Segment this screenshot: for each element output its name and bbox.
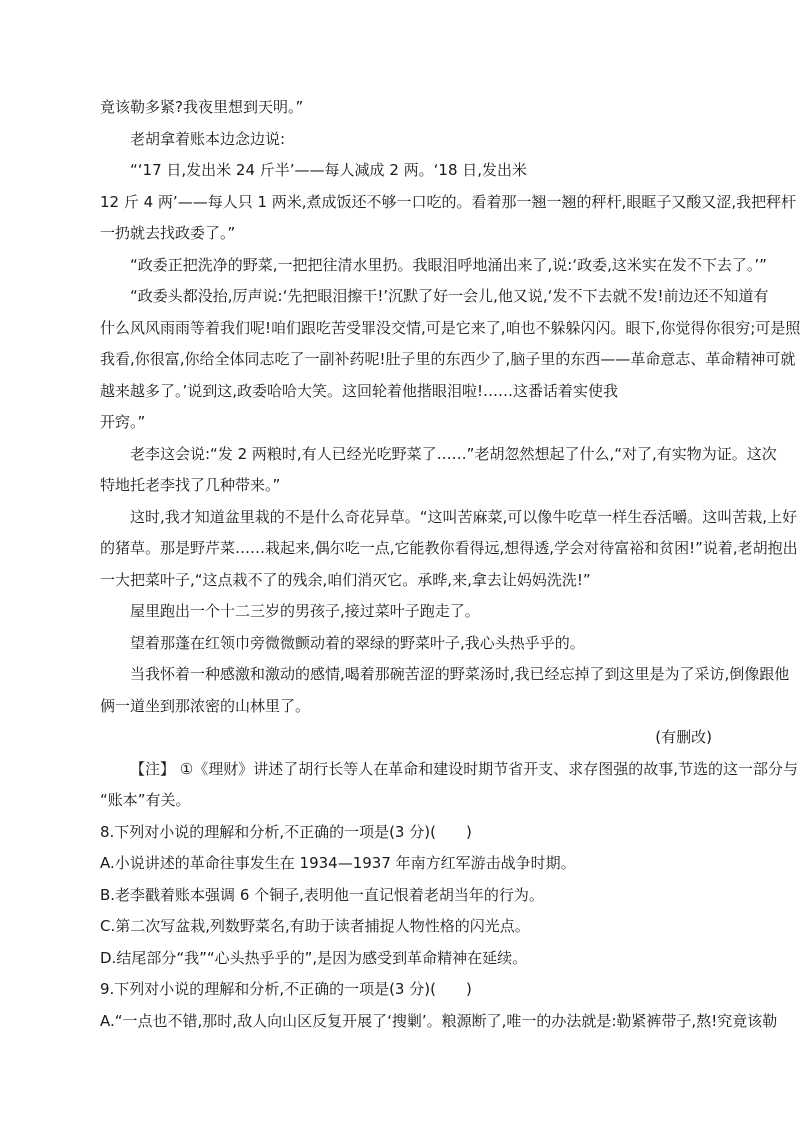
text-line: 当我怀着一种感激和激动的感情,喝着那碗苦涩的野菜汤时,我已经忘掉了到这里是为了采访,倒像跟他: [130, 665, 790, 683]
question-option: D.结尾部分“我”“心头热乎乎的”,是因为感受到革命精神在延续。: [100, 948, 528, 967]
annotation-note: “账本”有关。: [100, 791, 191, 809]
text-line: 的猪草。那是野芹菜……栽起来,偶尔吃一点,它能教你看得远,想得透,学会对待富裕和贫困!”说着,老胡抱出: [100, 539, 798, 557]
annotation-note: 【注】 ①《理财》讲述了胡行长等人在革命和建设时期节省开支、求存图强的故事,节选的这一部分与: [130, 759, 798, 778]
text-line: 越来越多了。’说到这,政委哈哈大笑。这回轮着他揩眼泪啦!……这番话着实使我: [100, 381, 619, 400]
question-option: C.第二次写盆栽,列数野菜名,有助于读者捕捉人物性格的闪光点。: [100, 917, 530, 935]
text-line: 老李这会说:“发 2 两粮时,有人已经光吃野菜了……”老胡忽然想起了什么,“对了,有实物为证。这次: [130, 444, 777, 463]
source-note: (有删改): [655, 728, 712, 746]
text-line: 这时,我才知道盆里栽的不是什么奇花异草。“这叫苦麻菜,可以像牛吃草一样生吞活嚼。这叫苦栽,上好: [130, 507, 798, 526]
text-line: 什么风风雨雨等着我们呢!咱们跟吃苦受罪没交情,可是它来了,咱也不躲躲闪闪。眼下,你觉得你很穷;可是照: [100, 318, 800, 337]
text-line: 一扔就去找政委了。”: [100, 224, 236, 242]
text-line: 老胡拿着账本边念边说:: [130, 129, 286, 148]
text-line: “‘17 日,发出米 24 斤半’——每人减成 2 两。‘18 日,发出米: [130, 161, 528, 179]
text-line: 竟该勒多紧?我夜里想到天明。”: [100, 98, 304, 116]
text-line: 俩一道坐到那浓密的山林里了。: [100, 696, 311, 715]
text-line: “政委正把洗净的野菜,一把把往清水里扔。我眼泪呼地涌出来了,说:‘政委,这米实在发不下去了。’”: [130, 255, 767, 274]
text-line: 望着那蓬在红领巾旁微微颤动着的翠绿的野菜叶子,我心头热乎乎的。: [130, 633, 585, 652]
text-line: 我看,你很富,你给全体同志吃了一副补药呢!肚子里的东西少了,脑子里的东西——革命意志、革命精神可就: [100, 350, 796, 368]
text-line: 一大把菜叶子,“这点栽不了的残余,咱们消灭它。承晔,来,拿去让妈妈洗洗!”: [100, 570, 591, 589]
text-line: 开窍。”: [100, 413, 146, 431]
text-line: “政委头都没抬,厉声说:‘先把眼泪擦干!’沉默了好一会儿,他又说,‘发不下去就不发!前边还不知道有: [130, 287, 769, 305]
document-page: [100, 92, 800, 1037]
text-line: 屋里跑出一个十二三岁的男孩子,接过菜叶子跑走了。: [130, 602, 480, 620]
question-stem: 9.下列对小说的理解和分析,不正确的一项是(3 分)( ): [100, 980, 472, 998]
text-line: 特地托老李找了几种带来。”: [100, 476, 281, 494]
question-option: A.小说讲述的革命往事发生在 1934—1937 年南方红军游击战争时期。: [100, 854, 576, 872]
question-stem: 8.下列对小说的理解和分析,不正确的一项是(3 分)( ): [100, 822, 472, 841]
question-option: B.老李戳着账本强调 6 个铜子,表明他一直记恨着老胡当年的行为。: [100, 885, 544, 904]
question-option: A.“一点也不错,那时,敌人向山区反复开展了‘搜剿’。粮源断了,唯一的办法就是:勒紧裤带子,熬!究竟该勒: [100, 1011, 778, 1030]
text-line: 12 斤 4 两’——每人只 1 两米,煮成饭还不够一口吃的。看着那一翘一翘的秤杆,眼眶子又酸又涩,我把秤杆: [100, 192, 797, 211]
